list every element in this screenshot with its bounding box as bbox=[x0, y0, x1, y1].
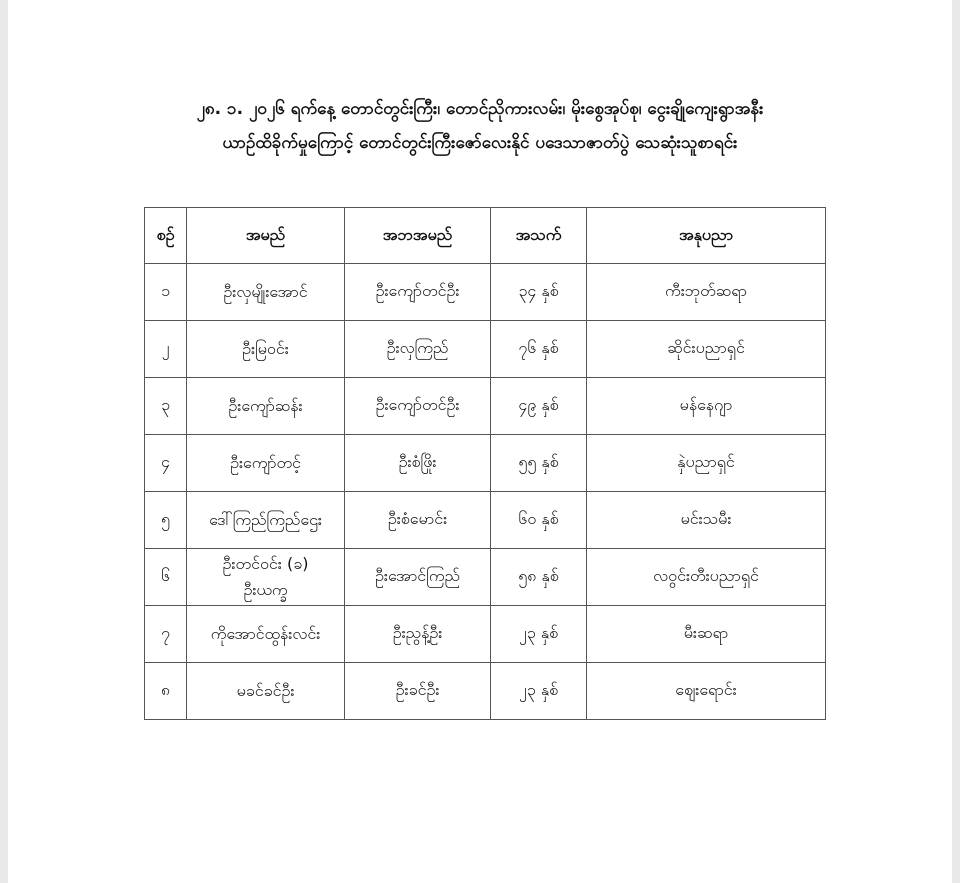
cell-father-name: ဦးလှကြည် bbox=[345, 321, 491, 378]
table-row bbox=[145, 435, 826, 492]
document-title bbox=[8, 92, 952, 160]
cell-name-line: ဦးမြဝင်း bbox=[242, 339, 289, 358]
cell-name-line: ဦးတင်ဝင်း (ခ) bbox=[222, 554, 309, 573]
cell-name bbox=[187, 492, 345, 549]
cell-age: ၄၉ နှစ် bbox=[491, 378, 587, 435]
header-art: အနုပညာ bbox=[587, 208, 826, 264]
cell-art: ဆိုင်းပညာရှင် bbox=[587, 321, 826, 378]
cell-name bbox=[187, 321, 345, 378]
cell-serial: ၄ bbox=[145, 435, 187, 492]
table-row bbox=[145, 663, 826, 720]
cell-serial: ၅ bbox=[145, 492, 187, 549]
cell-art: မင်းသမီး bbox=[587, 492, 826, 549]
cell-name bbox=[187, 549, 345, 606]
cell-age: ၅၈ နှစ် bbox=[491, 549, 587, 606]
cell-serial: ၂ bbox=[145, 321, 187, 378]
cell-name-line: မခင်ခင်ဦး bbox=[236, 681, 295, 700]
table-row bbox=[145, 492, 826, 549]
cell-name bbox=[187, 264, 345, 321]
cell-art: မန်နေဂျာ bbox=[587, 378, 826, 435]
table-row bbox=[145, 321, 826, 378]
cell-art: လဝွင်းတီးပညာရှင် bbox=[587, 549, 826, 606]
cell-name bbox=[187, 378, 345, 435]
cell-age: ၆၀ နှစ် bbox=[491, 492, 587, 549]
header-name: အမည် bbox=[187, 208, 345, 264]
cell-name-line: ဦးယက္ခ bbox=[243, 580, 288, 599]
cell-father-name: ဦးကျော်တင်ဦး bbox=[345, 378, 491, 435]
casualty-table bbox=[144, 207, 826, 720]
cell-name bbox=[187, 663, 345, 720]
title-line-2: ယာဉ်ထိခိုက်မှုကြောင့် တောင်တွင်းကြီးဇော်လေးနိုင် ပဒေသာဇာတ်ပွဲ သေဆုံးသူစာရင်း bbox=[222, 133, 738, 153]
header-age: အသက် bbox=[491, 208, 587, 264]
cell-serial: ၁ bbox=[145, 264, 187, 321]
table-body bbox=[145, 264, 826, 720]
cell-age: ၇၆ နှစ် bbox=[491, 321, 587, 378]
cell-art: ဈေးရောင်း bbox=[587, 663, 826, 720]
table-row bbox=[145, 606, 826, 663]
cell-name-line: ဦးကျော်တင့် bbox=[230, 453, 301, 472]
cell-art: ကီးဘုတ်ဆရာ bbox=[587, 264, 826, 321]
cell-father-name: ဦးစံဖြိုး bbox=[345, 435, 491, 492]
cell-father-name: ဦးခင်ဦး bbox=[345, 663, 491, 720]
cell-serial: ၃ bbox=[145, 378, 187, 435]
cell-serial: ၇ bbox=[145, 606, 187, 663]
cell-name-line: ကိုအောင်ထွန်းလင်း bbox=[210, 624, 321, 643]
cell-father-name: ဦးစံမောင်း bbox=[345, 492, 491, 549]
cell-name bbox=[187, 606, 345, 663]
cell-serial: ၆ bbox=[145, 549, 187, 606]
table-header-row bbox=[145, 208, 826, 264]
cell-name-line: ဦးလှမျိုးအောင် bbox=[223, 282, 308, 301]
cell-serial: ၈ bbox=[145, 663, 187, 720]
cell-father-name: ဦးညွန့်ဦး bbox=[345, 606, 491, 663]
table-row bbox=[145, 264, 826, 321]
header-serial: စဉ် bbox=[145, 208, 187, 264]
cell-name-line: ဒေါ်ကြည်ကြည်ဌေး bbox=[209, 510, 322, 529]
table-row bbox=[145, 378, 826, 435]
cell-father-name: ဦးအောင်ကြည် bbox=[345, 549, 491, 606]
table-row bbox=[145, 549, 826, 606]
cell-father-name: ဦးကျော်တင်ဦး bbox=[345, 264, 491, 321]
cell-age: ၅၅ နှစ် bbox=[491, 435, 587, 492]
header-father-name: အဘအမည် bbox=[345, 208, 491, 264]
title-line-1: ၂၈. ၁. ၂၀၂၆ ရက်နေ့ တောင်တွင်းကြီး၊ တောင်ညိုကားလမ်း၊ မိုးစွေအုပ်စု၊ ငွေးချိုကျေးရွာအနီး bbox=[196, 99, 764, 119]
cell-art: နှဲပညာရှင် bbox=[587, 435, 826, 492]
cell-age: ၂၃ နှစ် bbox=[491, 663, 587, 720]
cell-age: ၂၃ နှစ် bbox=[491, 606, 587, 663]
cell-age: ၃၄ နှစ် bbox=[491, 264, 587, 321]
cell-art: မီးဆရာ bbox=[587, 606, 826, 663]
cell-name-line: ဦးကျော်ဆန်း bbox=[228, 396, 303, 415]
cell-name bbox=[187, 435, 345, 492]
document-page bbox=[8, 0, 952, 883]
